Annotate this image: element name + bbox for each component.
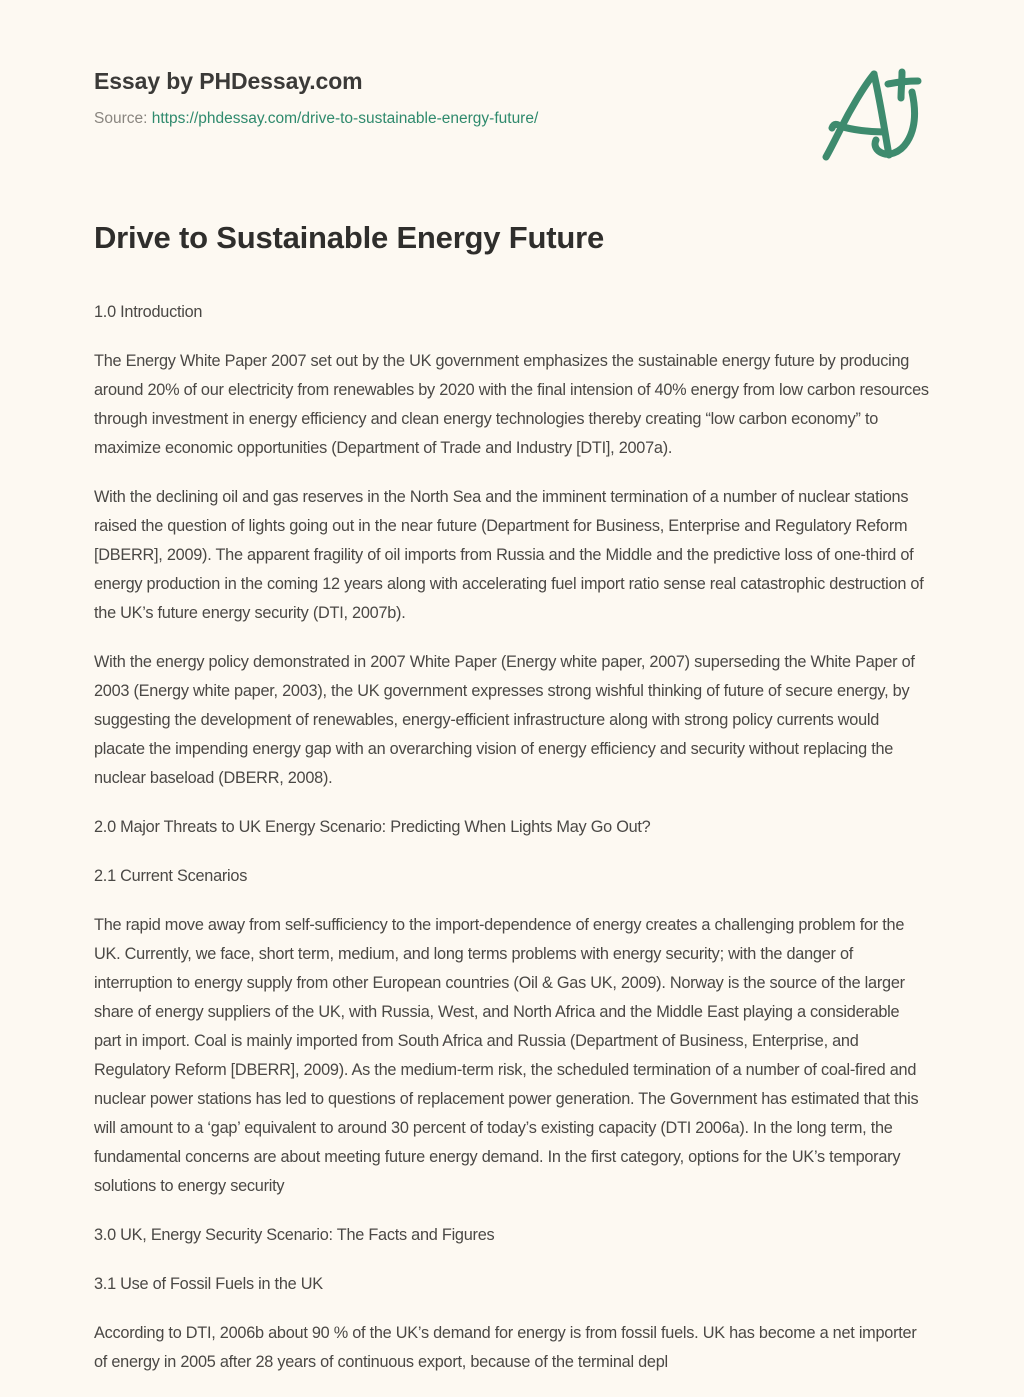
source-url-link[interactable]: https://phdessay.com/drive-to-sustainable-energy-future/ <box>151 110 539 127</box>
a-plus-logo-icon <box>812 62 928 166</box>
paragraph-2: With the declining oil and gas reserves in the North Sea and the imminent termination of a number of nuclear stations raised the question of lights going out in the near future (Department for Business, Enterprise and Regulatory Reform [DBERR], 2009). The apparent fragility of oil imports from Russia and the Middle and the predictive loss of one-third of energy production in the coming 12 years along with accelerating fuel import ratio sense real catastrophic destruction of the UK’s future energy security (DTI, 2007b). <box>94 488 924 623</box>
source-label: Source: <box>94 110 148 127</box>
paragraph-1: The Energy White Paper 2007 set out by the UK government emphasizes the sustainable energy future by producing around 20% of our electricity from renewables by 2020 with the final intension of 40% energy from low carbon resources through investment in energy efficiency and clean energy technologies thereby creating “low carbon economy” to maximize economic opportunities (Department of Trade and Industry [DTI], 2007a). <box>94 352 929 458</box>
source-line <box>94 111 538 127</box>
paragraph-3: With the energy policy demonstrated in 2007 White Paper (Energy white paper, 2007) superseding the White Paper of 2003 (Energy white paper, 2003), the UK government expresses strong wishful thinking of future of secure energy, by suggesting the development of renewables, energy-efficient infrastructure along with strong policy currents would placate the impending energy gap with an overarching vision of energy efficiency and security without replacing the nuclear baseload (DBERR, 2008). <box>94 653 915 788</box>
paragraph-section-3-0: 3.0 UK, Energy Security Scenario: The Facts and Figures <box>94 1226 495 1245</box>
brand-block <box>94 70 538 127</box>
paragraph-section-2-0: 2.0 Major Threats to UK Energy Scenario: Predicting When Lights May Go Out? <box>94 818 651 837</box>
page-title: Drive to Sustainable Energy Future <box>94 220 604 255</box>
paragraph-intro-heading: 1.0 Introduction <box>94 303 203 322</box>
article-section <box>0 175 1024 1397</box>
page-header <box>0 0 1024 175</box>
a-plus-logo <box>812 62 928 166</box>
paragraph-4: The rapid move away from self-sufficiency to the import-dependence of energy creates a challenging problem for the UK. Currently, we face, short term, medium, and long terms problems with energy security; with the danger of interruption to energy supply from other European countries (Oil & Gas UK, 2009). Norway is the source of the larger share of energy suppliers of the UK, with Russia, West, and North Africa and the Middle East playing a considerable part in import. Coal is mainly imported from South Africa and Russia (Department of Business, Enterprise, and Regulatory Reform [DBERR], 2009). As the medium-term risk, the scheduled termination of a number of coal-fired and nuclear power stations has led to questions of replacement power generation. The Government has estimated that this will amount to a ‘gap’ equivalent to around 30 percent of today’s existing capacity (DTI 2006a). In the long term, the fundamental concerns are about meeting future energy demand. In the first category, options for the UK’s temporary solutions to energy security <box>94 916 919 1196</box>
article-body <box>94 298 930 1377</box>
paragraph-section-3-1: 3.1 Use of Fossil Fuels in the UK <box>94 1275 323 1294</box>
paragraph-section-2-1: 2.1 Current Scenarios <box>94 867 248 886</box>
brand-title: Essay by PHDessay.com <box>94 68 363 94</box>
paragraph-5-truncated: According to DTI, 2006b about 90 % of the UK’s demand for energy is from fossil fuels. UK has become a net importer of energy in 2005 after 28 years of continuous export, because of the terminal depl <box>94 1324 917 1372</box>
